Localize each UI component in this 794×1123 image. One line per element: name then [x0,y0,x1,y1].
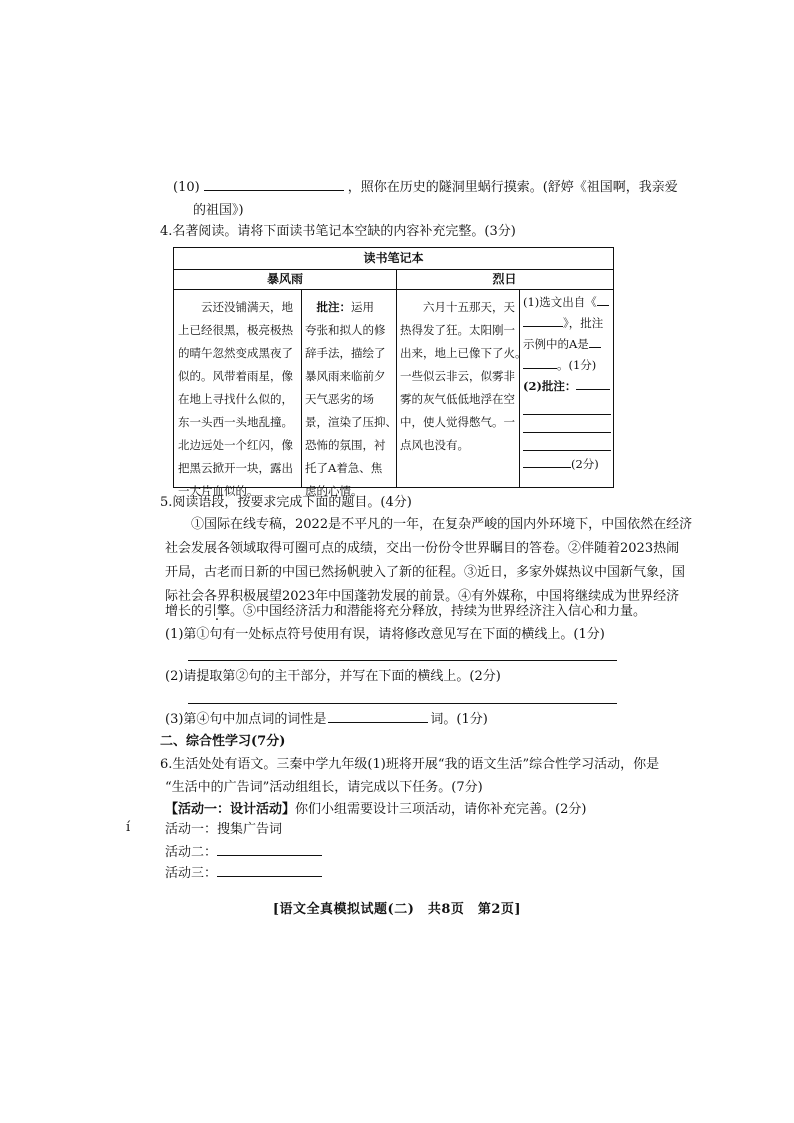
sun-line: 出来，地上已像下了火。 [400,346,527,360]
storm-line: 在地上寻找什么似的， [178,392,293,406]
q6-line2: “生活中的广告词”活动组组长，请完成以下任务。(7分) [165,780,483,795]
activity-2 [165,843,322,862]
storm-line: 把黑云掀开一块，露出 [178,461,293,475]
notes-table-title: 读书笔记本 [174,248,613,270]
q4-number: 4. [160,224,173,239]
page-footer: [语文全真模拟试题(二) 共8页 第2页] [272,902,522,917]
q5-para-line: 开局，古老而日新的中国已然扬帆驶入了新的征程。③近日，多家外媒热议中国新气象，国 [165,565,686,580]
notes-divider-storm [301,289,302,487]
q5-sub3-text-b: 词。(1分) [430,712,488,727]
storm-line: 北边远处一个红闪，像 [178,438,293,452]
character-a-blank-cont[interactable] [523,358,557,369]
q10-text-cont: 的祖国》) [193,203,244,218]
storm-note-line: 辞手法，描绘了 [305,346,386,360]
q10-prefix: (10) [173,180,200,195]
annotation-blank[interactable] [576,379,610,390]
margin-mark: í [126,820,131,835]
reading-notes-table [173,247,614,498]
q5-title: 5.阅读语段，按要求完成下面的题目。(4分) [160,495,412,510]
notes-col-storm: 暴风雨 [174,269,396,290]
q5-sub3-answer-blank[interactable] [328,710,428,723]
q4-title [160,223,516,241]
q4-text: 名著阅读。请将下面读书笔记本空缺的内容补充完整。(3分) [172,224,516,239]
sun-line: 热得发了狂。太阳刚一 [400,323,515,337]
q5-sub1: (1)第①句有一处标点符号使用有误，请将修改意见写在下面的横线上。(1分) [165,627,605,642]
book-title-blank[interactable] [597,295,609,306]
activity-3-blank[interactable] [217,864,322,877]
q5-para-line: ①国际在线专稿，2022是不平凡的一年，在复杂严峻的国内外环境下，中国依然在经济 [165,517,693,532]
annotation-answer-line[interactable] [523,457,571,468]
sun-q1-line1 [523,292,611,313]
q10-line [173,178,678,197]
q10-answer-blank[interactable] [204,178,344,191]
annotation-answer-line[interactable] [523,397,611,415]
sun-passage [400,296,527,457]
storm-note-line: 天气恶劣的场 [305,392,374,406]
q5-sub2: (2)请提取第②句的主干部分，并写在下面的横线上。(2分) [165,669,501,684]
annotation-answer-line[interactable] [523,415,611,433]
sun-q1-text-b: 》，批注 [563,316,604,330]
storm-note-line: 夸张和拟人的修 [305,323,386,337]
storm-line: 上已经很黑，极亮极热 [178,323,293,337]
notes-divider-main [396,269,397,487]
q5-para-text: 。⑤中国经济活力和潜能将充分释放，持续为世界经济注入信心和力量。 [230,604,647,619]
q5-sub1-answer-line[interactable] [188,660,617,661]
dotted-word: 引擎 [204,604,231,619]
sun-q1-line3 [523,334,611,355]
sun-q2-last-line [523,454,611,475]
sun-q1-line2 [523,313,611,334]
q5-para-line: 社会发展各领域取得可圈可点的成绩，交出一份份令世界瞩目的答卷。②伴随着2023热闹 [165,541,680,556]
annotation-answer-line[interactable] [523,433,611,451]
sun-q1-line4 [523,355,611,376]
storm-note-line: 景，渲染了压抑、 [305,415,397,429]
storm-note-line: 托了A着急、焦 [305,461,383,475]
sun-q1-text-d: 。(1分) [557,358,597,372]
storm-note-line: 恐怖的氛围，衬 [305,438,386,452]
activity-2-blank[interactable] [217,843,322,856]
book-title-blank-cont[interactable] [523,316,563,327]
sun-q1-text-a: (1)选文出自《 [523,295,597,309]
activity-3-label: 活动三： [165,866,218,881]
section2-title: 二、综合性学习(7分) [160,734,286,749]
q5-para-line: 际社会各界积极展望2023年中国蓬勃发展的前景。④有外媒称，中国将继续成为世界经济 [165,589,680,604]
sun-line: 中，使人觉得憋气。一 [400,415,515,429]
storm-note-line: 暴风雨来临前夕 [305,369,386,383]
storm-note-first-line [305,296,395,319]
storm-note-line: 运用 [351,300,374,314]
storm-line: 的晴午忽然变成黑夜了 [178,346,293,360]
storm-note-line: 虑的心情。 [305,484,363,498]
q5-sub2-answer-line[interactable] [188,703,617,704]
sun-line: 点风也没有。 [400,438,469,452]
storm-line: 东一头西一头地乱撞。 [178,415,293,429]
sun-line: 一些似云非云，似雾非 [400,369,515,383]
activity-3 [165,864,322,883]
sun-line: 六月十五那天，天 [400,300,515,314]
q6-task [165,801,586,819]
sun-questions [523,292,611,475]
q5-para-text: 增长的 [165,604,205,619]
q5-para-last-line [165,603,646,621]
storm-line: 一大片血似的。 [178,484,259,498]
sun-q2-line [523,376,611,397]
q5-sub3-text-a: (3)第④句中加点词的词性是 [165,712,327,727]
q5-sub3 [165,710,488,729]
activity-1: 活动一：搜集广告词 [165,822,283,837]
storm-note-label: 批注： [316,300,351,314]
notes-col-sun: 烈日 [396,269,613,290]
q6-task-text: 你们小组需要设计三项活动，请你补充完善。(2分) [295,802,587,817]
sun-q1-text-c: 示例中的A是 [523,337,589,351]
storm-line: 云还没铺满天，地 [178,300,293,314]
sun-line: 雾的灰气低低地浮在空 [400,392,515,406]
notes-divider-sun [519,289,520,487]
q6-line1: 6.生活处处有语文。三秦中学九年级(1)班将开展“我的语文生活”综合性学习活动，你是 [160,757,660,772]
activity-2-label: 活动二： [165,845,218,860]
sun-q2-score: (2分) [571,457,599,471]
storm-annotation [305,296,395,503]
sun-q2-label: (2)批注： [523,379,577,393]
storm-passage [178,296,298,503]
q6-task-label: 【活动一：设计活动】 [165,802,296,817]
storm-line: 似的。风带着雨星，像 [178,369,293,383]
q10-text: ，照你在历史的隧洞里蜗行摸索。(舒婷《祖国啊，我亲爱 [347,180,678,195]
character-a-blank[interactable] [589,337,601,348]
